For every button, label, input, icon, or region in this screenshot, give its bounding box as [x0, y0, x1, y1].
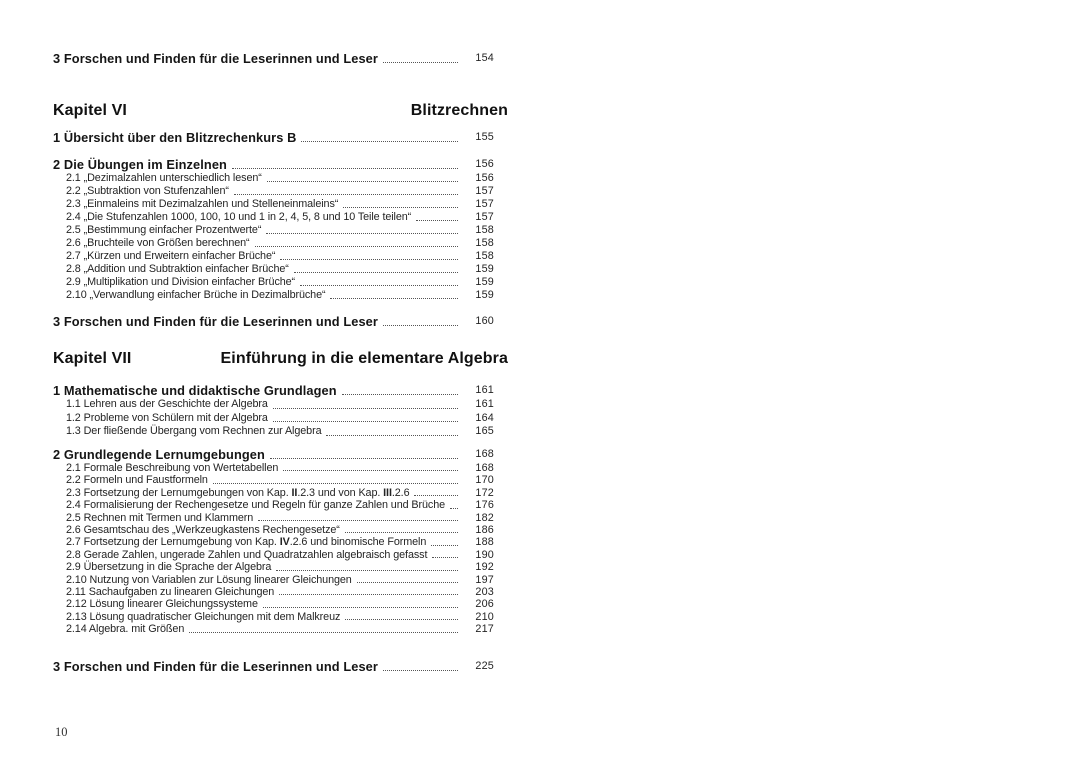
- toc-entry-row: [53, 314, 494, 329]
- toc-subentry-row-label: 2.8 „Addition und Subtraktion einfacher Brüche“: [66, 263, 289, 275]
- dot-leader: [300, 285, 458, 286]
- toc-subentry-row: [53, 462, 494, 474]
- toc-subentry-row-label: 2.6 Gesamtschau des „Werkzeugkastens Rechengesetze“: [66, 524, 340, 537]
- toc-subentry-row-label: 2.4 „Die Stufenzahlen 1000, 100, 10 und 1 in 2, 4, 5, 8 und 10 Teile teilen“: [66, 211, 412, 223]
- page-ref: 164: [475, 411, 494, 424]
- dot-leader: [330, 298, 458, 299]
- dot-leader: [343, 207, 458, 208]
- page-ref: 154: [475, 52, 494, 64]
- dot-leader: [414, 495, 458, 496]
- page-ref: 155: [475, 131, 494, 143]
- toc-subentry-row-label: 2.3 Fortsetzung der Lernumgebungen von Kap. II.2.3 und von Kap. III.2.6: [66, 486, 410, 499]
- toc-entry-row-label: 2 Grundlegende Lernumgebungen: [53, 446, 265, 462]
- toc-subentry-row: [53, 263, 494, 276]
- toc-subentry-row-label: 2.1 „Dezimalzahlen unterschiedlich lesen“: [66, 172, 262, 184]
- dot-leader: [283, 470, 458, 471]
- dot-leader: [383, 62, 458, 63]
- dot-leader: [294, 272, 458, 273]
- chapter-heading-row: [53, 350, 508, 368]
- toc-entry-row: [53, 130, 494, 145]
- toc-entry-row: [53, 383, 494, 398]
- page-ref: 176: [475, 499, 495, 512]
- toc-subentry-row: [53, 172, 494, 185]
- page-ref: 206: [475, 598, 494, 611]
- page-ref: 156: [475, 158, 494, 170]
- toc-subentry-row: [53, 412, 494, 426]
- toc-entry-block: [53, 447, 494, 636]
- toc-subentry-row: [53, 524, 494, 536]
- toc-subentry-row-label: 2.11 Sachaufgaben zu linearen Gleichungen: [66, 586, 275, 599]
- toc-subentry-row: [53, 561, 494, 573]
- toc-subentry-row-label: 2.7 Fortsetzung der Lernumgebung von Kap. IV.2.6 und binomische Formeln: [66, 536, 427, 549]
- toc-subentry-row: [53, 211, 494, 224]
- page-ref: 157: [475, 185, 494, 197]
- toc-subentry-row: [53, 487, 494, 499]
- toc-entry-row-label: 3 Forschen und Finden für die Leserinnen und Leser: [53, 50, 378, 66]
- dot-leader: [326, 435, 458, 436]
- dot-leader: [280, 259, 458, 260]
- dot-leader: [345, 619, 458, 620]
- page-ref: 159: [475, 289, 494, 301]
- dot-leader: [273, 408, 458, 409]
- page-ref: 225: [475, 660, 494, 672]
- page-ref: 161: [475, 398, 494, 410]
- page-ref: 197: [475, 573, 494, 586]
- toc-subentry-row: [53, 549, 494, 561]
- toc-subentry-row: [53, 224, 494, 237]
- toc-subentry-row-label: 1.3 Der fließende Übergang vom Rechnen zur Algebra: [66, 425, 322, 438]
- toc-subentry-list: [53, 398, 494, 439]
- page-ref: 158: [475, 224, 494, 236]
- toc-subentry-row-label: 1.2 Probleme von Schülern mit der Algebra: [66, 411, 268, 424]
- toc-subentry-row: [53, 499, 494, 511]
- page-ref: 210: [475, 610, 494, 623]
- toc-entry-block: [53, 51, 494, 66]
- toc-entry-row: [53, 51, 494, 66]
- toc-entry-row: [53, 447, 494, 462]
- toc-entry-block: [53, 314, 494, 329]
- chapter-title: Kapitel VI: [53, 102, 127, 119]
- toc-subentry-row-label: 2.13 Lösung quadratischer Gleichungen mit dem Malkreuz: [66, 610, 341, 623]
- dot-leader: [357, 582, 458, 583]
- toc-entry-row-label: 1 Übersicht über den Blitzrechenkurs B: [53, 129, 297, 145]
- page-ref: 192: [475, 561, 494, 574]
- dot-leader: [213, 483, 458, 484]
- page-ref: 157: [475, 198, 494, 210]
- toc-subentry-row: [53, 512, 494, 524]
- page-ref: 168: [475, 462, 494, 474]
- toc-subentry-row-label: 2.14 Algebra. mit Größen: [66, 623, 185, 636]
- toc-entry-row-label: 1 Mathematische und didaktische Grundlagen: [53, 382, 337, 398]
- page-ref: 156: [475, 172, 494, 184]
- page-ref: 160: [475, 315, 494, 327]
- toc-entry-block: [53, 383, 494, 439]
- dot-leader: [432, 557, 458, 558]
- dot-leader: [416, 220, 458, 221]
- toc-entry-row-label: 3 Forschen und Finden für die Leserinnen und Leser: [53, 313, 378, 329]
- toc-entry-row-label: 3 Forschen und Finden für die Leserinnen und Leser: [53, 658, 378, 674]
- toc-entry-block: [53, 157, 494, 302]
- dot-leader: [255, 246, 458, 247]
- page-ref: 159: [475, 263, 494, 275]
- dot-leader: [273, 421, 458, 422]
- toc-subentry-row-label: 2.2 Formeln und Faustformeln: [66, 474, 208, 487]
- toc-subentry-row: [53, 237, 494, 250]
- toc-entry-block: [53, 659, 494, 674]
- page-ref: 157: [475, 211, 494, 223]
- toc-subentry-row: [53, 586, 494, 598]
- toc-subentry-row: [53, 474, 494, 486]
- toc-entry-row: [53, 157, 494, 172]
- toc-subentry-row-label: 2.10 „Verwandlung einfacher Brüche in Dezimalbrüche“: [66, 289, 326, 301]
- chapter-title: Kapitel VII: [53, 350, 132, 367]
- page-ref: 217: [475, 623, 494, 636]
- toc-subentry-row: [53, 611, 494, 623]
- page-ref: 186: [475, 524, 494, 537]
- toc-subentry-row-label: 1.1 Lehren aus der Geschichte der Algebra: [66, 398, 268, 410]
- toc-subentry-row: [53, 198, 494, 211]
- dot-leader: [270, 458, 458, 459]
- page-ref: 170: [475, 474, 494, 487]
- toc-subentry-row: [53, 276, 494, 289]
- toc-subentry-row-label: 2.6 „Bruchteile von Größen berechnen“: [66, 237, 250, 249]
- toc-subentry-list: [53, 462, 494, 636]
- dot-leader: [431, 545, 458, 546]
- toc-subentry-row: [53, 623, 494, 635]
- page-ref: 182: [475, 511, 494, 524]
- page-ref: 158: [475, 237, 494, 249]
- dot-leader: [301, 141, 458, 142]
- toc-subentry-row-label: 2.8 Gerade Zahlen, ungerade Zahlen und Quadratzahlen algebraisch gefasst: [66, 548, 428, 561]
- toc-subentry-row-label: 2.3 „Einmaleins mit Dezimalzahlen und Stelleneinmaleins“: [66, 198, 339, 210]
- toc-subentry-row-label: 2.9 Übersetzung in die Sprache der Algebra: [66, 561, 272, 574]
- page-ref: 190: [475, 548, 494, 561]
- dot-leader: [266, 233, 458, 234]
- dot-leader: [342, 394, 458, 395]
- toc-subentry-row-label: 2.5 „Bestimmung einfacher Prozentwerte“: [66, 224, 262, 236]
- dot-leader: [383, 670, 458, 671]
- toc-subentry-row-label: 2.5 Rechnen mit Termen und Klammern: [66, 511, 254, 524]
- dot-leader: [450, 508, 458, 509]
- toc-subentry-row: [53, 289, 494, 302]
- page-ref: 168: [475, 448, 494, 460]
- dot-leader: [263, 607, 458, 608]
- toc-subentry-row-label: 2.4 Formalisierung der Rechengesetze und Regeln für ganze Zahlen und Brüche: [66, 499, 446, 512]
- toc-subentry-row: [53, 536, 494, 548]
- dot-leader: [189, 632, 458, 633]
- toc-subentry-row: [53, 398, 494, 412]
- dot-leader: [276, 570, 458, 571]
- dot-leader: [234, 194, 458, 195]
- toc-subentry-row: [53, 425, 494, 439]
- page-ref: 188: [475, 536, 494, 549]
- dot-leader: [267, 181, 458, 182]
- chapter-subtitle: Einführung in die elementare Algebra: [220, 350, 508, 367]
- page-number-folio: 10: [55, 725, 68, 739]
- toc-subentry-row-label: 2.12 Lösung linearer Gleichungssysteme: [66, 598, 258, 611]
- toc-subentry-row-label: 2.1 Formale Beschreibung von Wertetabellen: [66, 462, 279, 474]
- page-ref: 161: [475, 384, 494, 396]
- page-ref: 158: [475, 250, 494, 262]
- toc-subentry-row: [53, 598, 494, 610]
- dot-leader: [279, 594, 458, 595]
- toc-subentry-row: [53, 574, 494, 586]
- toc-subentry-row-label: 2.7 „Kürzen und Erweitern einfacher Brüche“: [66, 250, 276, 262]
- chapter-subtitle: Blitzrechnen: [410, 102, 508, 119]
- dot-leader: [345, 532, 458, 533]
- dot-leader: [258, 520, 458, 521]
- toc-entry-block: [53, 130, 494, 145]
- dot-leader: [232, 168, 458, 169]
- toc-subentry-row: [53, 185, 494, 198]
- page-ref: 172: [475, 486, 494, 499]
- page-ref: 159: [475, 276, 494, 288]
- toc-subentry-row: [53, 250, 494, 263]
- dot-leader: [383, 325, 458, 326]
- page-ref: 165: [475, 425, 494, 438]
- toc-entry-row-label: 2 Die Übungen im Einzelnen: [53, 156, 227, 172]
- toc-subentry-row-label: 2.2 „Subtraktion von Stufenzahlen“: [66, 185, 229, 197]
- toc-entry-row: [53, 659, 494, 674]
- chapter-heading-row: [53, 102, 508, 120]
- toc-subentry-row-label: 2.9 „Multiplikation und Division einfacher Brüche“: [66, 276, 296, 288]
- toc-subentry-list: [53, 172, 494, 302]
- page-ref: 203: [475, 586, 494, 599]
- toc-subentry-row-label: 2.10 Nutzung von Variablen zur Lösung linearer Gleichungen: [66, 573, 352, 586]
